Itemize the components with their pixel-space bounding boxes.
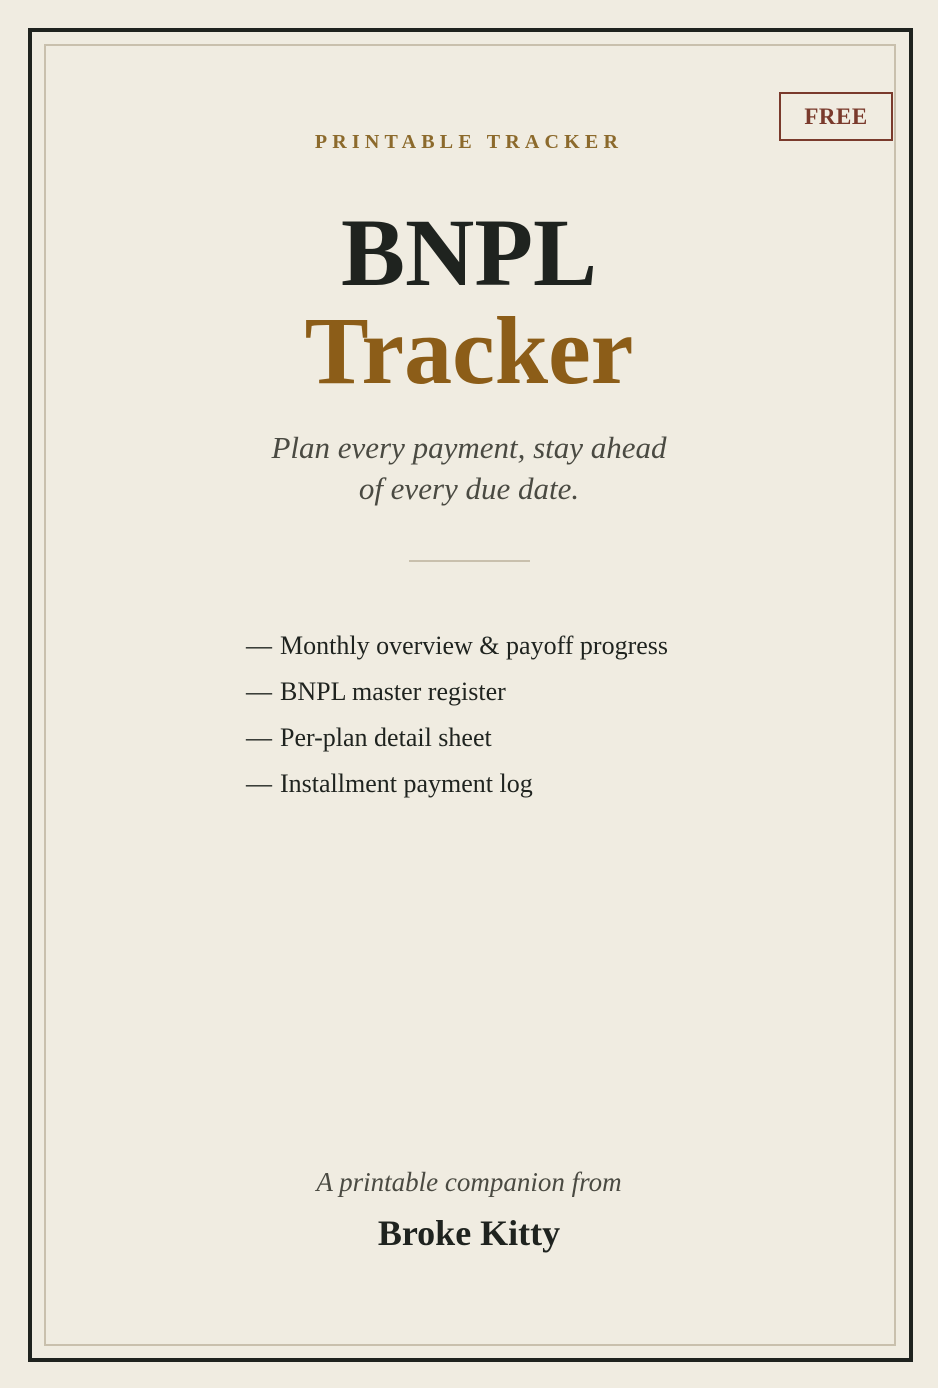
dash-icon: — <box>246 631 272 660</box>
subtitle <box>0 427 938 509</box>
feature-item-label: Installment payment log <box>280 769 533 798</box>
feature-item <box>246 718 668 764</box>
dash-icon: — <box>246 677 272 706</box>
dash-icon: — <box>246 769 272 798</box>
feature-list <box>246 626 668 810</box>
brand-name: Broke Kitty <box>377 1213 561 1253</box>
feature-item <box>246 672 668 718</box>
divider-rule <box>409 560 530 562</box>
eyebrow-label: PRINTABLE TRACKER <box>314 131 624 153</box>
subtitle-line-1: Plan every payment, stay ahead <box>271 430 667 465</box>
free-badge-label: FREE <box>804 103 868 129</box>
feature-item-label: Per-plan detail sheet <box>280 723 492 752</box>
companion-text: A printable companion from <box>316 1167 622 1197</box>
feature-item <box>246 764 668 810</box>
subtitle-line-2: of every due date. <box>358 471 580 506</box>
title-tracker: Tracker <box>304 297 634 404</box>
dash-icon: — <box>246 723 272 752</box>
feature-item-label: Monthly overview & payoff progress <box>280 631 669 660</box>
title-bnpl: BNPL <box>340 199 598 306</box>
feature-item <box>246 626 668 672</box>
feature-item-label: BNPL master register <box>280 677 506 706</box>
